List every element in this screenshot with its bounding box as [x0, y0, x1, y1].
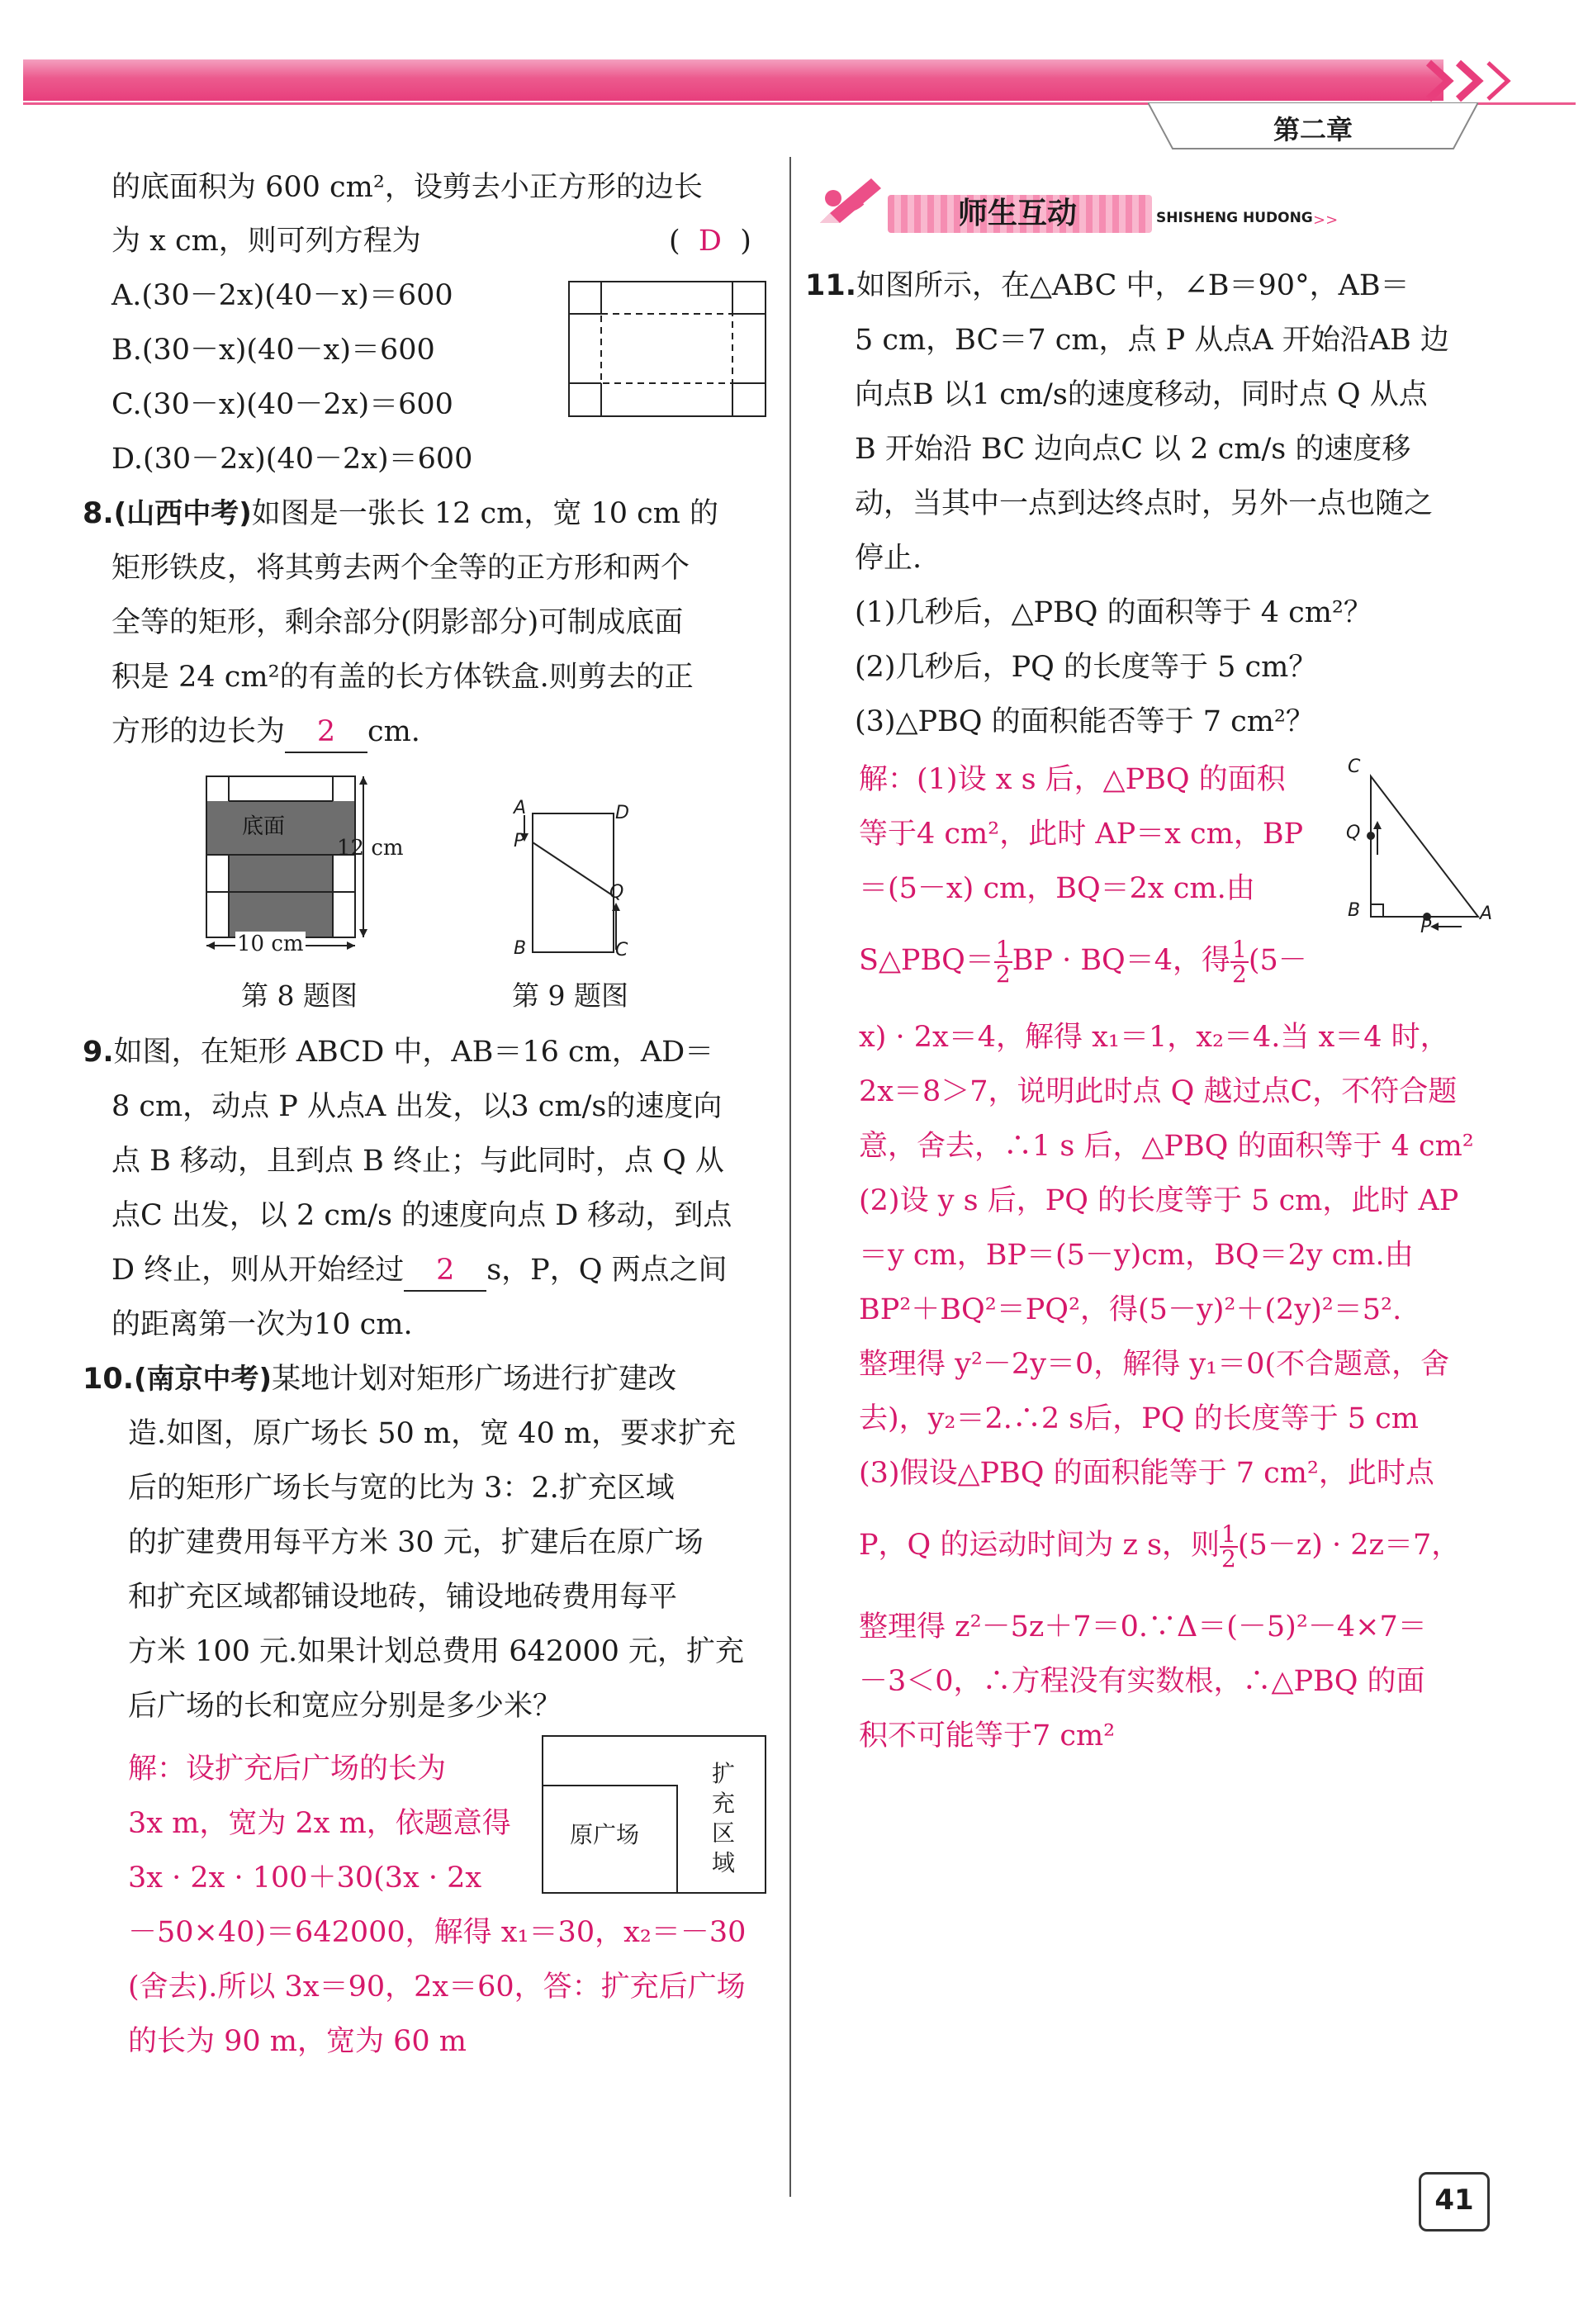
- q10-number: 10.: [83, 1363, 135, 1396]
- q7-line1: 的底面积为 600 cm²，设剪去小正方形的边长: [111, 171, 703, 204]
- q8-line1: [83, 494, 718, 534]
- q7-option-b: B.(30－x)(40－x)＝600: [111, 334, 435, 367]
- q9-fig-label-a: A: [514, 798, 527, 818]
- q9-fig-label-d: D: [615, 803, 629, 823]
- q11-sol-8: (2)设 y s 后，PQ 的长度等于 5 cm，此时 AP: [859, 1184, 1459, 1217]
- q7-option-c: C.(30－x)(40－2x)＝600: [111, 388, 453, 421]
- q9-line3: 点 B 移动，且到点 B 终止；与此同时，点 Q 从: [111, 1145, 724, 1178]
- q9-answer: 2: [404, 1250, 486, 1292]
- q11-line2: 5 cm，BC＝7 cm，点 P 从点A 开始沿AB 边: [855, 324, 1449, 357]
- q7-answer: D: [698, 225, 722, 258]
- section-pinyin: SHISHENG HUDONG: [1156, 210, 1313, 226]
- q10-line3: 后的矩形广场长与宽的比为 3：2.扩充区域: [128, 1472, 675, 1505]
- q11-sol-13: (3)假设△PBQ 的面积能等于 7 cm²，此时点: [859, 1457, 1434, 1490]
- q9-line5: D 终止，则从开始经过 2 s，P，Q 两点之间: [111, 1250, 728, 1292]
- q11-fig-label-p: P: [1420, 917, 1432, 937]
- q11-sol-2: 等于4 cm²，此时 AP＝x cm，BP: [859, 818, 1304, 851]
- chapter-tab: [1148, 102, 1478, 152]
- q11-fig-label-a: A: [1480, 904, 1493, 924]
- q9-fig-label-c: C: [615, 940, 628, 960]
- q9-fig-label-b: B: [514, 938, 527, 959]
- q10-line7: 后广场的长和宽应分别是多少米？: [128, 1690, 562, 1723]
- q7-option-a: A.(30－2x)(40－x)＝600: [111, 279, 453, 312]
- page-number: 41: [1434, 2184, 1474, 2217]
- q11-sol-3: ＝(5－x) cm，BQ＝2x cm.由: [859, 872, 1255, 905]
- q10-sol-5: (舍去).所以 3x＝90，2x＝60，答：扩充后广场: [128, 1971, 746, 2004]
- q7-option-d: D.(30－2x)(40－2x)＝600: [111, 443, 473, 476]
- q10-sol-6: 的长为 90 m，宽为 60 m: [128, 2025, 467, 2058]
- q8-line3: 全等的矩形，剩余部分(阴影部分)可制成底面: [111, 606, 684, 639]
- q11-line3: 向点B 以1 cm/s的速度移动，同时点 Q 从点: [855, 378, 1428, 411]
- q9-number: 9.: [83, 1036, 114, 1069]
- q10-fig-original: 原广场: [570, 1821, 640, 1848]
- q11-sol-4: S△PBQ＝ $\frac{1}{2}$ BP · BQ＝4，得 $\frac{1}{2}$ (5－: [859, 935, 1307, 988]
- q10-fig-expand: 扩充区域: [712, 1760, 736, 1876]
- q11-sol-6: 2x＝8＞7，说明此时点 Q 越过点C，不符合题: [859, 1075, 1458, 1108]
- q11-sol-16: －3＜0，∴方程没有实数根，∴△PBQ 的面: [859, 1665, 1425, 1698]
- q11-sol-15: 整理得 z²－5z＋7＝0.∵Δ＝(－5)²－4×7＝: [859, 1610, 1427, 1643]
- q11-sol-17: 积不可能等于7 cm²: [859, 1719, 1116, 1752]
- q11-sol-7: 意，舍去，∴1 s 后，△PBQ 的面积等于 4 cm²: [859, 1130, 1474, 1163]
- q11-line5: 动，当其中一点到达终点时，另外一点也随之: [855, 487, 1434, 520]
- q11-sol-5: x) · 2x＝4，解得 x₁＝1，x₂＝4.当 x＝4 时，: [859, 1021, 1449, 1054]
- q11-fig-label-q: Q: [1346, 823, 1361, 843]
- q11-sol-11: 整理得 y²－2y＝0，解得 y₁＝0(不合题意，舍: [859, 1348, 1450, 1381]
- q11-line1: 11.如图所示，在△ABC 中，∠B＝90°，AB＝: [805, 269, 1410, 302]
- q8-line4: 积是 24 cm²的有盖的长方体铁盒.则剪去的正: [111, 661, 694, 694]
- q10-line1: 10.(南京中考)某地计划对矩形广场进行扩建改: [83, 1363, 677, 1396]
- q11-line4: B 开始沿 BC 边向点C 以 2 cm/s 的速度移: [855, 433, 1411, 466]
- q9-fig-label-q: Q: [609, 882, 624, 903]
- q7-answer-bracket: ( D ): [669, 225, 751, 258]
- q8-line2: 矩形铁皮，将其剪去两个全等的正方形和两个: [111, 552, 690, 585]
- q9-line4: 点C 出发，以 2 cm/s 的速度向点 D 移动，到点: [111, 1199, 732, 1232]
- q8-caption: 第 8 题图: [241, 979, 358, 1012]
- q11-fig-label-c: C: [1348, 756, 1361, 777]
- q8-figure: [198, 772, 438, 966]
- q11-sol-1: 解：(1)设 x s 后，△PBQ 的面积: [859, 763, 1286, 796]
- q10-sol-1: 解：设扩充后广场的长为: [128, 1752, 447, 1786]
- q11-sol-12: 去)，y₂＝2.∴2 s后，PQ 的长度等于 5 cm: [859, 1402, 1419, 1435]
- q11-half-fraction-2: $\frac{1}{2}$: [1232, 935, 1247, 988]
- q10-source: (南京中考): [134, 1363, 273, 1396]
- q7-line2: 为 x cm，则可列方程为: [111, 225, 421, 258]
- q7-box-figure: [568, 281, 766, 417]
- chevron-arrows-icon: [1420, 58, 1528, 104]
- q11-half-fraction-3: $\frac{1}{2}$: [1221, 1520, 1236, 1572]
- q10-line5: 和扩充区域都铺设地砖，铺设地砖费用每平: [128, 1581, 678, 1614]
- q11-sol-10: BP²＋BQ²＝PQ²，得(5－y)²＋(2y)²＝5².: [859, 1293, 1402, 1326]
- q9-line2: 8 cm，动点 P 从点A 出发，以3 cm/s的速度向: [111, 1090, 723, 1123]
- q11-line6: 停止.: [855, 542, 922, 575]
- q8-number: 8.: [83, 497, 114, 530]
- q11-triangle-figure: [1338, 760, 1503, 941]
- q11-subq-2: (2)几秒后，PQ 的长度等于 5 cm？: [855, 651, 1318, 684]
- q11-number: 11.: [805, 269, 857, 302]
- section-arrow-icon: >>: [1313, 211, 1339, 229]
- q10-sol-2: 3x m，宽为 2x m，依题意得: [128, 1807, 511, 1840]
- q11-subq-3: (3)△PBQ 的面积能否等于 7 cm²？: [855, 705, 1315, 738]
- q8-fig-height-label: 12 cm: [337, 836, 404, 861]
- q8-text-1: 如图是一张长 12 cm，宽 10 cm 的: [251, 497, 719, 530]
- q11-sol-9: ＝y cm，BP＝(5－y)cm，BQ＝2y cm.由: [859, 1239, 1414, 1272]
- q8-source: (山西中考): [113, 497, 252, 530]
- q11-half-fraction-1: $\frac{1}{2}$: [995, 935, 1011, 988]
- q9-fig-label-p: P: [514, 831, 525, 851]
- header-band: [23, 59, 1443, 101]
- q11-subq-1: (1)几秒后，△PBQ 的面积等于 4 cm²？: [855, 596, 1372, 629]
- q8-fig-width-label: 10 cm: [237, 932, 304, 956]
- q10-sol-3: 3x · 2x · 100＋30(3x · 2x: [128, 1862, 482, 1895]
- q9-line1: 9.如图，在矩形 ABCD 中，AB＝16 cm，AD＝: [83, 1036, 714, 1069]
- q11-fig-label-b: B: [1348, 900, 1361, 921]
- q8-line5: 方形的边长为 2 cm.: [111, 712, 420, 753]
- q10-line6: 方米 100 元.如果计划总费用 642000 元，扩充: [128, 1635, 745, 1668]
- chapter-title: 第二章: [1273, 114, 1353, 145]
- q10-sol-4: －50×40)＝642000，解得 x₁＝30，x₂＝－30: [128, 1916, 747, 1949]
- q10-line4: 的扩建费用每平方米 30 元，扩建后在原广场: [128, 1526, 704, 1559]
- q10-line2: 造.如图，原广场长 50 m，宽 40 m，要求扩充: [128, 1417, 737, 1450]
- section-title: 师生互动: [958, 197, 1078, 230]
- q8-answer: 2: [285, 712, 367, 753]
- q11-sol-14: P，Q 的运动时间为 z s，则 $\frac{1}{2}$ (5－z) · 2z＝7，: [859, 1520, 1461, 1572]
- q8-fig-base-label: 底面: [242, 814, 286, 839]
- pencil-icon: [813, 173, 888, 231]
- q9-line6: 的距离第一次为10 cm.: [111, 1308, 413, 1341]
- q9-caption: 第 9 题图: [512, 979, 628, 1012]
- column-divider: [789, 157, 791, 2197]
